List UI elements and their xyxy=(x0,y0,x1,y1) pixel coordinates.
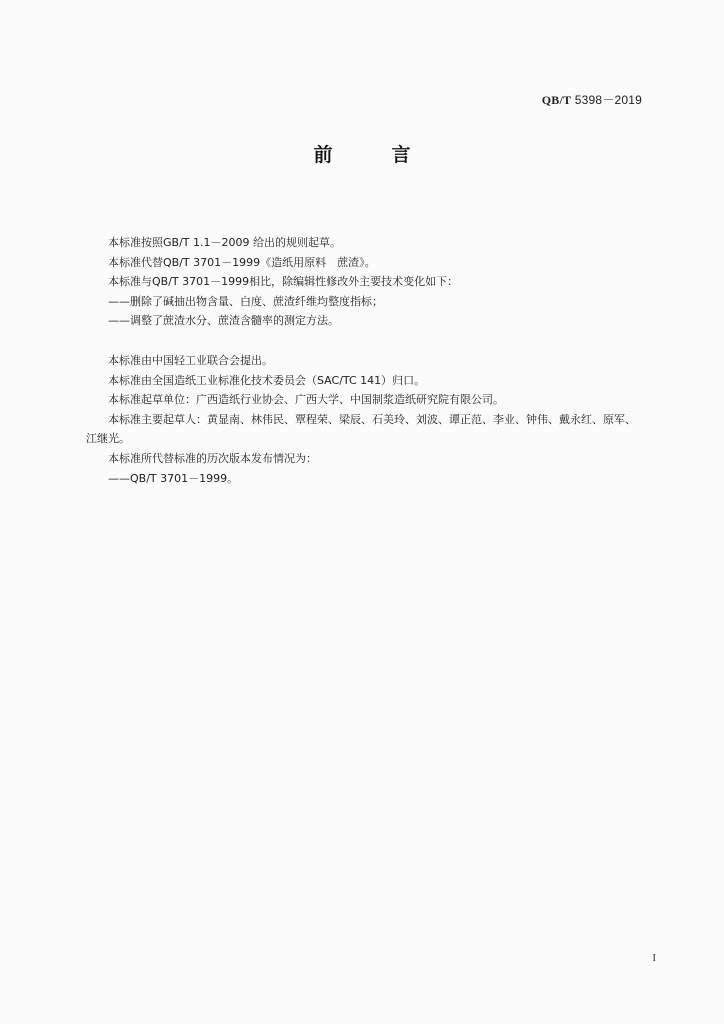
paragraph-history-intro: 本标准所代替标准的历次版本发布情况为： xyxy=(108,451,317,465)
list-item-history: ——QB/T 3701－1999。 xyxy=(108,471,239,485)
paragraph-drafting-rules: 本标准按照GB/T 1.1－2009 给出的规则起草。 xyxy=(108,236,341,249)
standard-code xyxy=(542,91,642,108)
list-item-change-2: ——调整了蔗渣水分、蔗渣含髓率的测定方法。 xyxy=(108,314,339,328)
standard-code-prefix: QB/T xyxy=(541,93,572,107)
page-title: 前 言 xyxy=(313,144,431,166)
paragraph-managed-by: 本标准由全国造纸工业标准化技术委员会（SAC/TC 141）归口。 xyxy=(108,373,426,387)
paragraph-replaces: 本标准代替QB/T 3701－1999《造纸用原料 蔗渣》。 xyxy=(108,255,376,269)
paragraph-drafting-units: 本标准起草单位：广西造纸行业协会、广西大学、中国制浆造纸研究院有限公司。 xyxy=(108,393,504,407)
foreword-body xyxy=(86,233,642,488)
list-item-change-1: ——删除了碱抽出物含量、白度、蔗渣纤维均整度指标； xyxy=(108,294,383,308)
paragraph-proposed-by: 本标准由中国轻工业联合会提出。 xyxy=(108,353,273,367)
page-number: I xyxy=(652,952,656,964)
paragraph-drafters: 本标准主要起草人：黄显南、林伟民、覃程荣、梁辰、石美玲、刘波、谭正范、李业、钟伟、戴永红、原军、江继光。 xyxy=(86,412,636,446)
paragraph-changes-intro: 本标准与QB/T 3701－1999相比，除编辑性修改外主要技术变化如下： xyxy=(108,275,459,289)
paragraph-gap xyxy=(86,331,642,351)
standard-code-number: 5398－2019 xyxy=(574,93,642,107)
